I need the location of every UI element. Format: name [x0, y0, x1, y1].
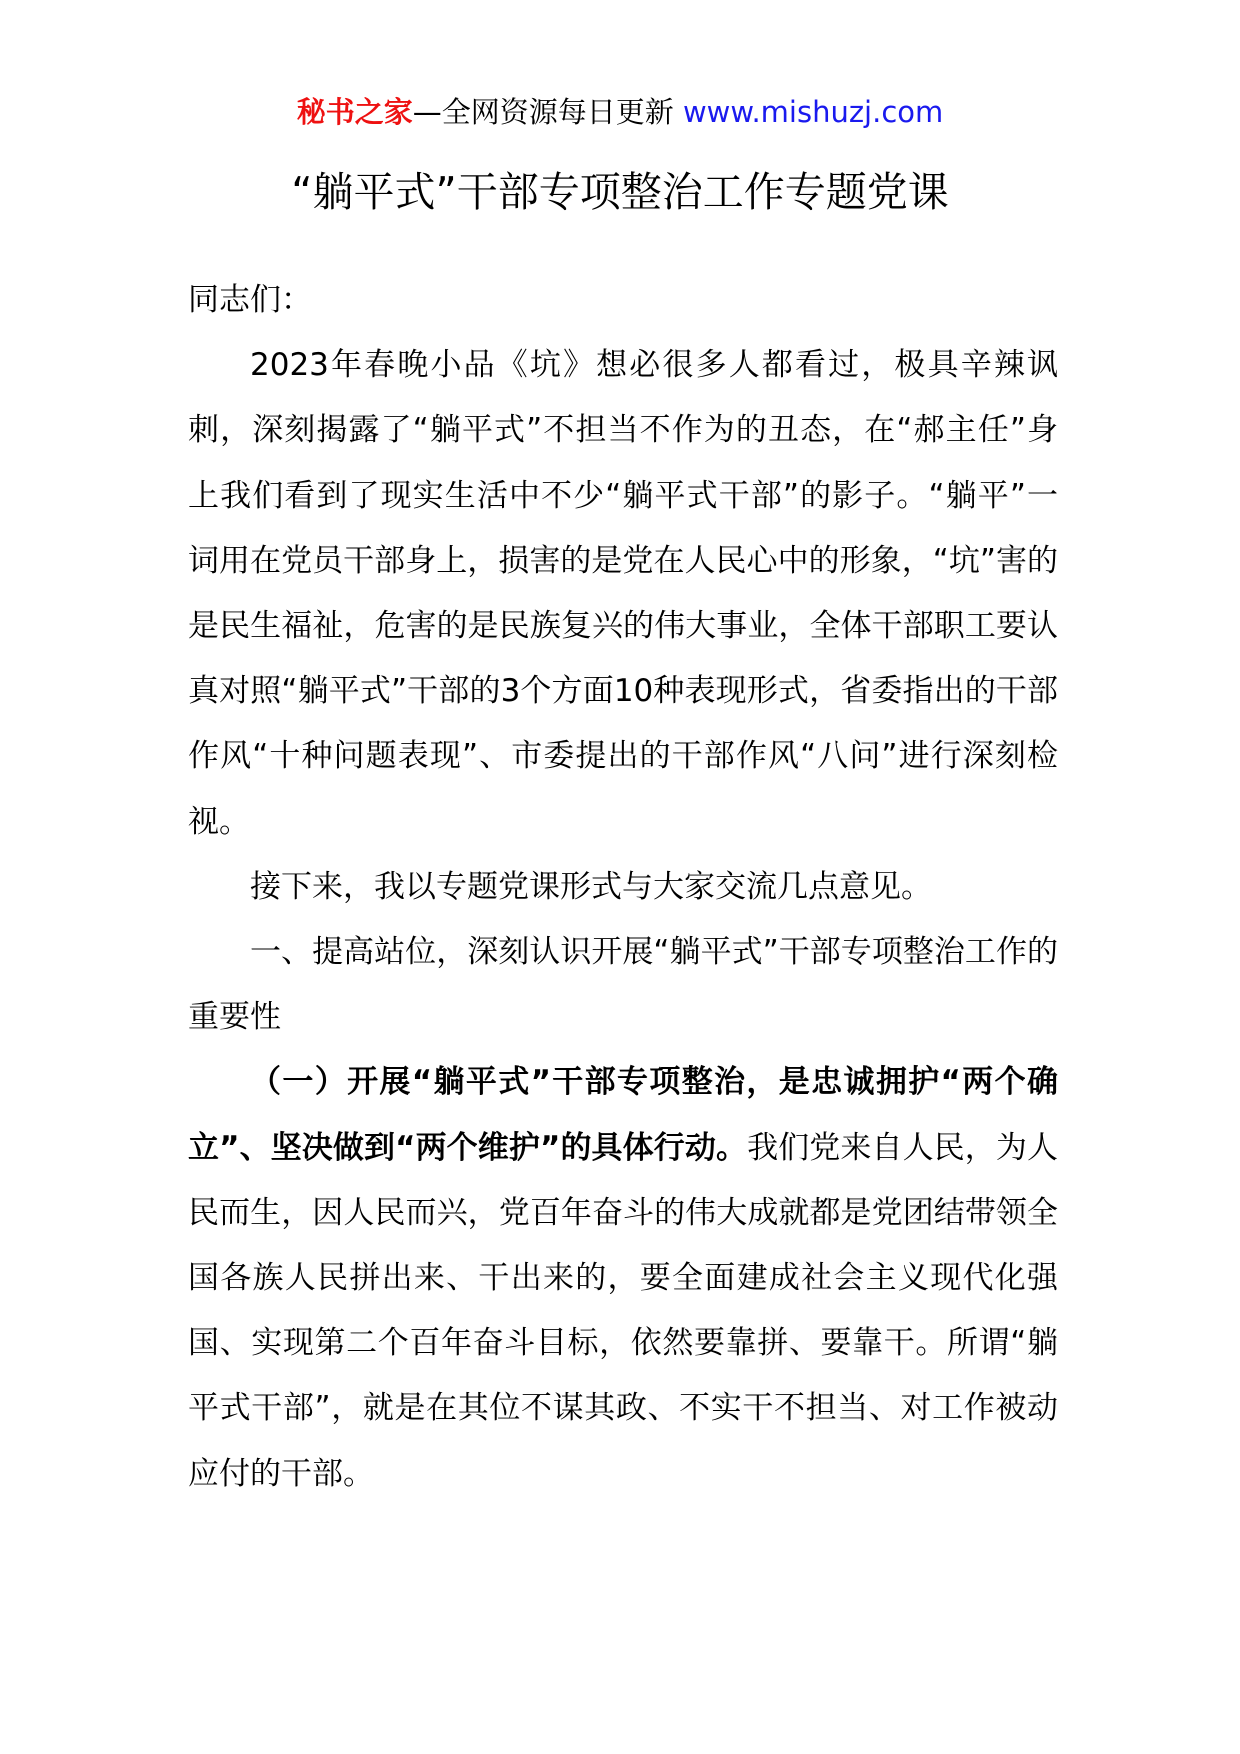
paragraph-transition: 接下来，我以专题党课形式与大家交流几点意见。 — [250, 868, 932, 905]
site-header — [0, 92, 1240, 132]
brand-name: 秘书之家 — [296, 95, 413, 129]
header-tagline: —全网资源每日更新 — [412, 95, 674, 129]
subsection-1-heading: （一）开展“躺平式”干部专项整治，是忠诚拥护“两个确立”、坚决做到“两个维护”的具体行动。 — [188, 1064, 1058, 1166]
document-body — [188, 268, 1058, 1507]
paragraph-intro: 2023年春晚小品《坑》想必很多人都看过，极具辛辣讽刺，深刻揭露了“躺平式”不担当不作为的丑态，在“郝主任”身上我们看到了现实生活中不少“躺平式干部”的影子。“躺平”一词用在党员干部身上，损害的是党在人民心中的形象，“坑”害的是民生福祉，危害的是民族复兴的伟大事业，全体干部职工要认真对照“躺平式”干部的3个方面10种表现形式，省委指出的干部作风“十种问题表现”、市委提出的干部作风“八问”进行深刻检视。 — [188, 347, 1058, 840]
site-url-link[interactable]: www.mishuzj.com — [682, 95, 944, 129]
greeting: 同志们： — [188, 282, 312, 318]
section-heading-1: 一、提高站位，深刻认识开展“躺平式”干部专项整治工作的重要性 — [188, 934, 1058, 1036]
subsection-1 — [188, 1050, 1058, 1506]
document-title: “躺平式”干部专项整治工作专题党课 — [291, 168, 949, 216]
subsection-1-text: 我们党来自人民，为人民而生，因人民而兴，党百年奋斗的伟大成就都是党团结带领全国各族人民拼出来、干出来的，要全面建成社会主义现代化强国、实现第二个百年奋斗目标，依然要靠拼、要靠干。所谓“躺平式干部”，就是在其位不谋其政、不实干不担当、对工作被动应付的干部。 — [188, 1129, 1059, 1492]
